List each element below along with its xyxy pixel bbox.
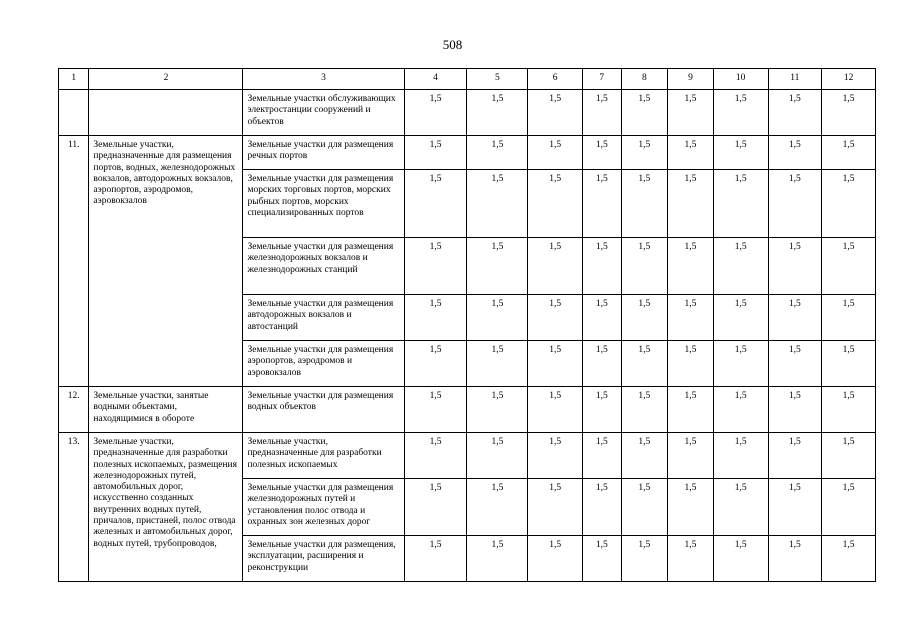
land-subcategory: Земельные участки для размещения железнодорожных путей и установления полос отвода и охранных зон железных дорог (243, 479, 404, 536)
row-number: 12. (59, 387, 89, 433)
coefficient-value: 1,5 (713, 536, 768, 582)
coefficient-value: 1,5 (768, 170, 822, 238)
coefficient-value: 1,5 (404, 479, 467, 536)
coefficient-value: 1,5 (583, 170, 622, 238)
coefficient-value: 1,5 (621, 536, 668, 582)
coefficient-value: 1,5 (768, 433, 822, 479)
coefficient-value: 1,5 (768, 136, 822, 170)
header-cell: 9 (668, 69, 714, 90)
coefficient-value: 1,5 (822, 295, 876, 341)
coefficient-value: 1,5 (621, 170, 668, 238)
coefficient-value: 1,5 (668, 536, 714, 582)
coefficient-value: 1,5 (822, 90, 876, 136)
coefficient-value: 1,5 (404, 295, 467, 341)
coefficient-value: 1,5 (467, 536, 528, 582)
coefficient-value: 1,5 (528, 387, 583, 433)
coefficient-value: 1,5 (768, 90, 822, 136)
land-category: Земельные участки, предназначенные для разработки полезных ископаемых, размещения железнодорожных путей, автомобильных дорог, искусственно созданных внутренних водных путей, причалов, пристаней, полос отвода железных и автомобильных дорог, водных путей, трубопроводов, (89, 433, 243, 582)
coefficient-value: 1,5 (621, 433, 668, 479)
header-cell: 11 (768, 69, 822, 90)
coefficient-value: 1,5 (528, 238, 583, 295)
coefficient-value: 1,5 (404, 170, 467, 238)
coefficient-value: 1,5 (583, 238, 622, 295)
coefficient-value: 1,5 (404, 433, 467, 479)
coefficient-value: 1,5 (768, 536, 822, 582)
page-number: 508 (442, 37, 463, 52)
coefficient-value: 1,5 (404, 536, 467, 582)
header-cell: 7 (583, 69, 622, 90)
coefficient-value: 1,5 (768, 238, 822, 295)
coefficient-value: 1,5 (528, 341, 583, 387)
coefficient-value: 1,5 (528, 536, 583, 582)
coefficient-value: 1,5 (467, 90, 528, 136)
coefficient-value: 1,5 (822, 387, 876, 433)
coefficient-value: 1,5 (404, 341, 467, 387)
coefficient-value: 1,5 (713, 136, 768, 170)
row-number (59, 90, 89, 136)
coefficient-value: 1,5 (404, 238, 467, 295)
coefficient-value: 1,5 (467, 433, 528, 479)
coefficient-value: 1,5 (583, 479, 622, 536)
coefficient-value: 1,5 (583, 387, 622, 433)
table-row (59, 433, 876, 479)
coefficient-value: 1,5 (621, 295, 668, 341)
table-body (59, 69, 876, 582)
header-cell: 1 (59, 69, 89, 90)
land-subcategory: Земельные участки, предназначенные для разработки полезных ископаемых (243, 433, 404, 479)
coefficient-value: 1,5 (528, 90, 583, 136)
coefficient-value: 1,5 (528, 170, 583, 238)
header-cell: 6 (528, 69, 583, 90)
coefficient-value: 1,5 (621, 387, 668, 433)
table-row (59, 136, 876, 170)
coefficient-value: 1,5 (467, 136, 528, 170)
coefficient-value: 1,5 (668, 170, 714, 238)
coefficient-value: 1,5 (467, 387, 528, 433)
coefficient-value: 1,5 (713, 387, 768, 433)
header-row (59, 69, 876, 90)
coefficient-value: 1,5 (822, 136, 876, 170)
coefficient-value: 1,5 (668, 387, 714, 433)
coefficients-table (58, 68, 876, 582)
row-number: 11. (59, 136, 89, 387)
land-subcategory: Земельные участки для размещения водных объектов (243, 387, 404, 433)
header-cell: 4 (404, 69, 467, 90)
header-cell: 2 (89, 69, 243, 90)
header-cell: 10 (713, 69, 768, 90)
header-cell: 5 (467, 69, 528, 90)
row-number: 13. (59, 433, 89, 582)
land-subcategory: Земельные участки для размещения речных портов (243, 136, 404, 170)
coefficient-value: 1,5 (822, 536, 876, 582)
coefficient-value: 1,5 (583, 433, 622, 479)
coefficient-value: 1,5 (822, 479, 876, 536)
coefficient-value: 1,5 (467, 238, 528, 295)
coefficient-value: 1,5 (467, 479, 528, 536)
coefficient-value: 1,5 (621, 238, 668, 295)
coefficient-value: 1,5 (713, 90, 768, 136)
coefficient-value: 1,5 (404, 387, 467, 433)
coefficient-value: 1,5 (668, 90, 714, 136)
coefficient-value: 1,5 (621, 136, 668, 170)
land-subcategory: Земельные участки для размещения железнодорожных вокзалов и железнодорожных станций (243, 238, 404, 295)
coefficient-value: 1,5 (668, 433, 714, 479)
coefficient-value: 1,5 (713, 479, 768, 536)
coefficient-value: 1,5 (583, 295, 622, 341)
header-cell: 3 (243, 69, 404, 90)
land-subcategory: Земельные участки для размещения морских торговых портов, морских рыбных портов, морских специализированных портов (243, 170, 404, 238)
coefficient-value: 1,5 (583, 90, 622, 136)
land-subcategory: Земельные участки для размещения, эксплуатации, расширения и реконструкции (243, 536, 404, 582)
coefficient-value: 1,5 (404, 90, 467, 136)
coefficient-value: 1,5 (467, 295, 528, 341)
coefficient-value: 1,5 (713, 341, 768, 387)
coefficient-value: 1,5 (404, 136, 467, 170)
coefficient-value: 1,5 (583, 341, 622, 387)
coefficient-value: 1,5 (668, 295, 714, 341)
coefficient-value: 1,5 (668, 238, 714, 295)
coefficient-value: 1,5 (668, 479, 714, 536)
header-cell: 12 (822, 69, 876, 90)
coefficient-value: 1,5 (768, 387, 822, 433)
coefficient-value: 1,5 (768, 341, 822, 387)
land-subcategory: Земельные участки для размещения аэропортов, аэродромов и аэровокзалов (243, 341, 404, 387)
coefficient-value: 1,5 (768, 479, 822, 536)
land-subcategory: Земельные участки обслуживающих электростанции сооружений и объектов (243, 90, 404, 136)
land-category (89, 90, 243, 136)
coefficient-value: 1,5 (713, 170, 768, 238)
coefficient-value: 1,5 (583, 536, 622, 582)
coefficient-value: 1,5 (467, 341, 528, 387)
coefficient-value: 1,5 (528, 479, 583, 536)
coefficient-value: 1,5 (621, 90, 668, 136)
coefficient-value: 1,5 (713, 238, 768, 295)
coefficient-value: 1,5 (822, 170, 876, 238)
coefficient-value: 1,5 (583, 136, 622, 170)
coefficient-value: 1,5 (768, 295, 822, 341)
coefficient-value: 1,5 (528, 433, 583, 479)
coefficient-value: 1,5 (822, 238, 876, 295)
coefficient-value: 1,5 (621, 341, 668, 387)
table-row (59, 387, 876, 433)
coefficient-value: 1,5 (467, 170, 528, 238)
land-category: Земельные участки, предназначенные для размещения портов, водных, железнодорожных вокзалов, автодорожных вокзалов, аэропортов, аэродромов, аэровокзалов (89, 136, 243, 387)
coefficient-value: 1,5 (668, 341, 714, 387)
coefficient-value: 1,5 (713, 295, 768, 341)
land-subcategory: Земельные участки для размещения автодорожных вокзалов и автостанций (243, 295, 404, 341)
table-row (59, 90, 876, 136)
coefficient-value: 1,5 (822, 433, 876, 479)
header-cell: 8 (621, 69, 668, 90)
coefficient-value: 1,5 (621, 479, 668, 536)
land-category: Земельные участки, занятые водными объектами, находящимися в обороте (89, 387, 243, 433)
coefficient-value: 1,5 (528, 295, 583, 341)
coefficient-value: 1,5 (528, 136, 583, 170)
coefficient-value: 1,5 (822, 341, 876, 387)
coefficient-value: 1,5 (713, 433, 768, 479)
coefficient-value: 1,5 (668, 136, 714, 170)
